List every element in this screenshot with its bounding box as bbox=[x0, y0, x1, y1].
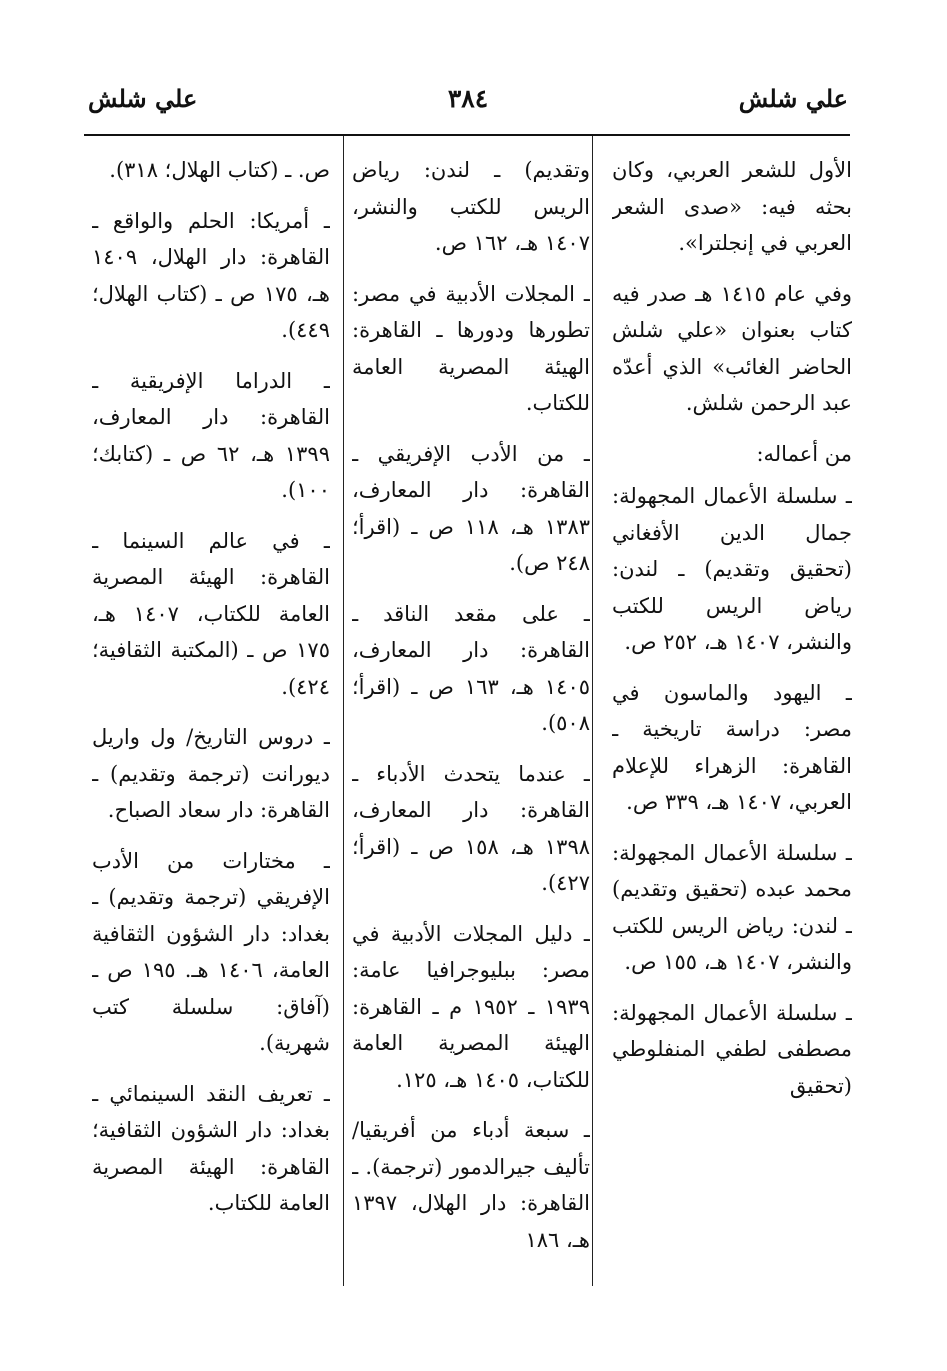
bibliography-entry: ـ المجلات الأدبية في مصر: تطورها ودورها ـ القاهرة: الهيئة المصرية العامة للكتاب. bbox=[352, 281, 590, 415]
column-middle bbox=[352, 152, 590, 1292]
bibliography-entry: ـ أمريكا: الحلم والواقع ـ القاهرة: دار الهلال، ١٤٠٩ هـ، ١٧٥ ص ـ (كتاب الهلال؛ ٤٤٩). bbox=[92, 208, 330, 342]
bibliography-entry: ـ الدراما الإفريقية ـ القاهرة: دار المعارف، ١٣٩٩ هـ، ٦٢ ص ـ (كتابك؛ ١٠٠). bbox=[92, 368, 330, 502]
page-number: ٣٨٤ bbox=[447, 84, 489, 113]
bibliography-entry: ـ مختارات من الأدب الإفريقي (ترجمة وتقديم) ـ بغداد: دار الشؤون الثقافية العامة، ١٤٠٦ هـ. ١٩٥ ص ـ (آفاق: سلسلة كتب شهرية). bbox=[92, 848, 330, 1055]
bibliography-entry: ـ في عالم السينما ـ القاهرة: الهيئة المصرية العامة للكتاب، ١٤٠٧ هـ، ١٧٥ ص ـ (المكتبة الثقافية؛ ٤٢٤). bbox=[92, 528, 330, 699]
bibliography-entry: ـ سلسلة الأعمال المجهولة: محمد عبده (تحقيق وتقديم) ـ لندن: رياض الريس للكتب والنشر، ١٤٠٧ هـ، ١٥٥ ص. bbox=[612, 840, 852, 974]
bibliography-entry: ـ من الأدب الإفريقي ـ القاهرة: دار المعارف، ١٣٨٣ هـ، ١١٨ ص ـ (اقرأ؛ ٢٤٨ ص). bbox=[352, 441, 590, 575]
paragraph: وفي عام ١٤١٥ هـ صدر فيه كتاب بعنوان «علي شلش الحاضر الغائب» الذي أعدّه عبد الرحمن شلش. bbox=[612, 281, 852, 415]
column-right bbox=[612, 152, 852, 1292]
bibliography-entry: ـ دروس التاريخ/ ول واريل ديورانت (ترجمة وتقديم) ـ القاهرة: دار سعاد الصباح. bbox=[92, 725, 330, 822]
bibliography-entry: وتقديم) ـ لندن: رياض الريس للكتب والنشر، ١٤٠٧ هـ، ١٦٢ ص. bbox=[352, 158, 590, 255]
running-head-left: علي شلش bbox=[88, 84, 198, 113]
running-head-right: علي شلش bbox=[738, 84, 848, 113]
bibliography-entry: ـ عندما يتحدث الأدباء ـ القاهرة: دار المعارف، ١٣٩٨ هـ، ١٥٨ ص ـ (اقرأ؛ ٤٢٧). bbox=[352, 761, 590, 895]
bibliography-entry: ـ على مقعد الناقد ـ القاهرة: دار المعارف، ١٤٠٥ هـ، ١٦٣ ص ـ (اقرأ؛ ٥٠٨). bbox=[352, 601, 590, 735]
bibliography-entry: ـ دليل المجلات الأدبية في مصر: ببليوجرافيا عامة: ١٩٣٩ ـ ١٩٥٢ م ـ القاهرة: الهيئة المصرية العامة للكتاب، ١٤٠٥ هـ، ١٢٥. bbox=[352, 921, 590, 1092]
bibliography-entry: ـ سلسلة الأعمال المجهولة: مصطفى لطفي المنفلوطي (تحقيق bbox=[612, 1000, 852, 1098]
bibliography-entry: ـ سلسلة الأعمال المجهولة: جمال الدين الأفغاني (تحقيق وتقديم) ـ لندن: رياض الريس للكتب والنشر، ١٤٠٧ هـ، ٢٥٢ ص. bbox=[612, 484, 852, 654]
paragraph: الأول للشعر العربي، وكان بحثه فيه: «صدى الشعر العربي في إنجلترا». bbox=[612, 158, 852, 255]
bibliography-entry: ـ تعريف النقد السينمائي ـ بغداد: دار الشؤون الثقافية؛ القاهرة: الهيئة المصرية العامة للكتاب. bbox=[92, 1081, 330, 1215]
paragraph: من أعماله: bbox=[756, 441, 852, 466]
bibliography-entry: ـ اليهود والماسون في مصر: دراسة تاريخية ـ القاهرة: الزهراء للإعلام العربي، ١٤٠٧ هـ، ٣٣٩ ص. bbox=[612, 680, 852, 814]
bibliography-entry: ـ سبعة أدباء من أفريقيا/ تأليف جيرالدمور (ترجمة). ـ القاهرة: دار الهلال، ١٣٩٧ هـ، ١٨٦ bbox=[352, 1118, 590, 1252]
column-left bbox=[92, 152, 330, 1292]
page-header bbox=[88, 84, 848, 128]
text-columns bbox=[92, 152, 852, 1312]
header-rule bbox=[84, 134, 850, 136]
bibliography-entry: ص. ـ (كتاب الهلال؛ ٣١٨). bbox=[109, 158, 330, 182]
